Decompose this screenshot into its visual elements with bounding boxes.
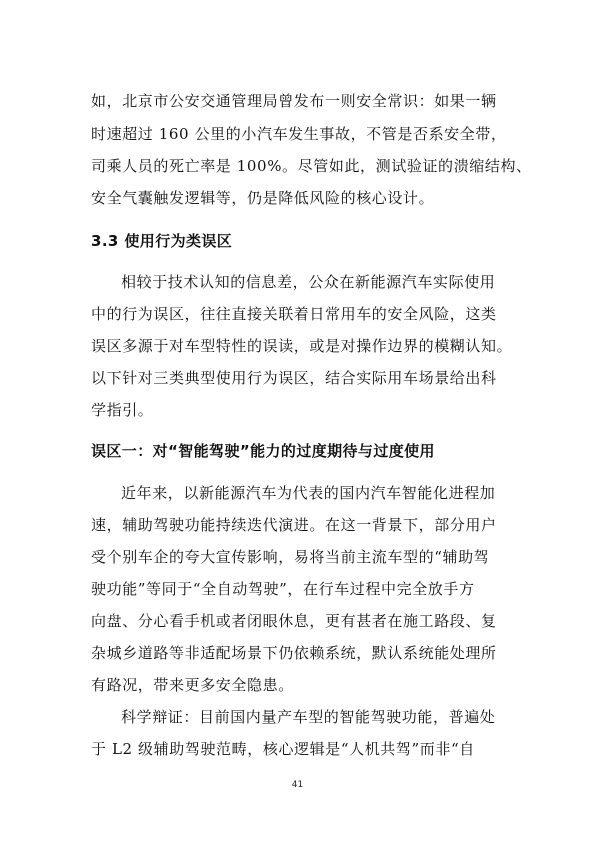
- paragraph-line: 于 L2 级辅助驾驶范畴，核心逻辑是“人机共驾”而非“自: [91, 740, 475, 758]
- paragraph-line: 以下针对三类典型使用行为误区，结合实际用车场景给出科: [91, 369, 497, 387]
- paragraph-line: 相较于技术认知的信息差，公众在新能源汽车实际使用: [121, 273, 496, 291]
- paragraph-line: 如，北京市公安交通管理局曾发布一则安全常识：如果一辆: [91, 92, 497, 110]
- paragraph-line: 误区多源于对车型特性的误读，或是对操作边界的模糊认知。: [91, 337, 513, 355]
- paragraph-line: 中的行为误区，往往直接关联着日常用车的安全风险，这类: [91, 305, 497, 323]
- paragraph-line: 学指引。: [91, 401, 154, 419]
- paragraph-line: 司乘人员的死亡率是 100%。尽管如此，测试验证的溃缩结构、: [91, 157, 532, 175]
- paragraph-line: 科学辩证：目前国内量产车型的智能驾驶功能，普遍处: [121, 708, 496, 726]
- paragraph-line: 向盘、分心看手机或者闭眼休息，更有甚者在施工路段、复: [91, 612, 497, 630]
- paragraph-line: 速，辅助驾驶功能持续迭代演进。在这一背景下，部分用户: [91, 516, 497, 534]
- subheading: 误区一：对“智能驾驶”能力的过度期待与过度使用: [91, 442, 435, 460]
- paragraph-line: 驶功能”等同于“全自动驾驶”，在行车过程中完全放手方: [91, 580, 475, 598]
- paragraph-line: 安全气囊触发逻辑等，仍是降低风险的核心设计。: [91, 189, 435, 207]
- paragraph-line: 杂城乡道路等非适配场景下仍依赖系统，默认系统能处理所: [91, 644, 497, 662]
- paragraph-line: 近年来，以新能源汽车为代表的国内汽车智能化进程加: [121, 484, 496, 502]
- paragraph-line: 时速超过 160 公里的小汽车发生事故，不管是否系安全带，: [91, 125, 507, 143]
- paragraph-line: 有路况，带来更多安全隐患。: [91, 676, 294, 694]
- paragraph-line: 受个别车企的夸大宣传影响，易将当前主流车型的“辅助驾: [91, 548, 490, 566]
- section-heading: 3.3 使用行为类误区: [91, 232, 233, 250]
- page-number: 41: [291, 780, 304, 790]
